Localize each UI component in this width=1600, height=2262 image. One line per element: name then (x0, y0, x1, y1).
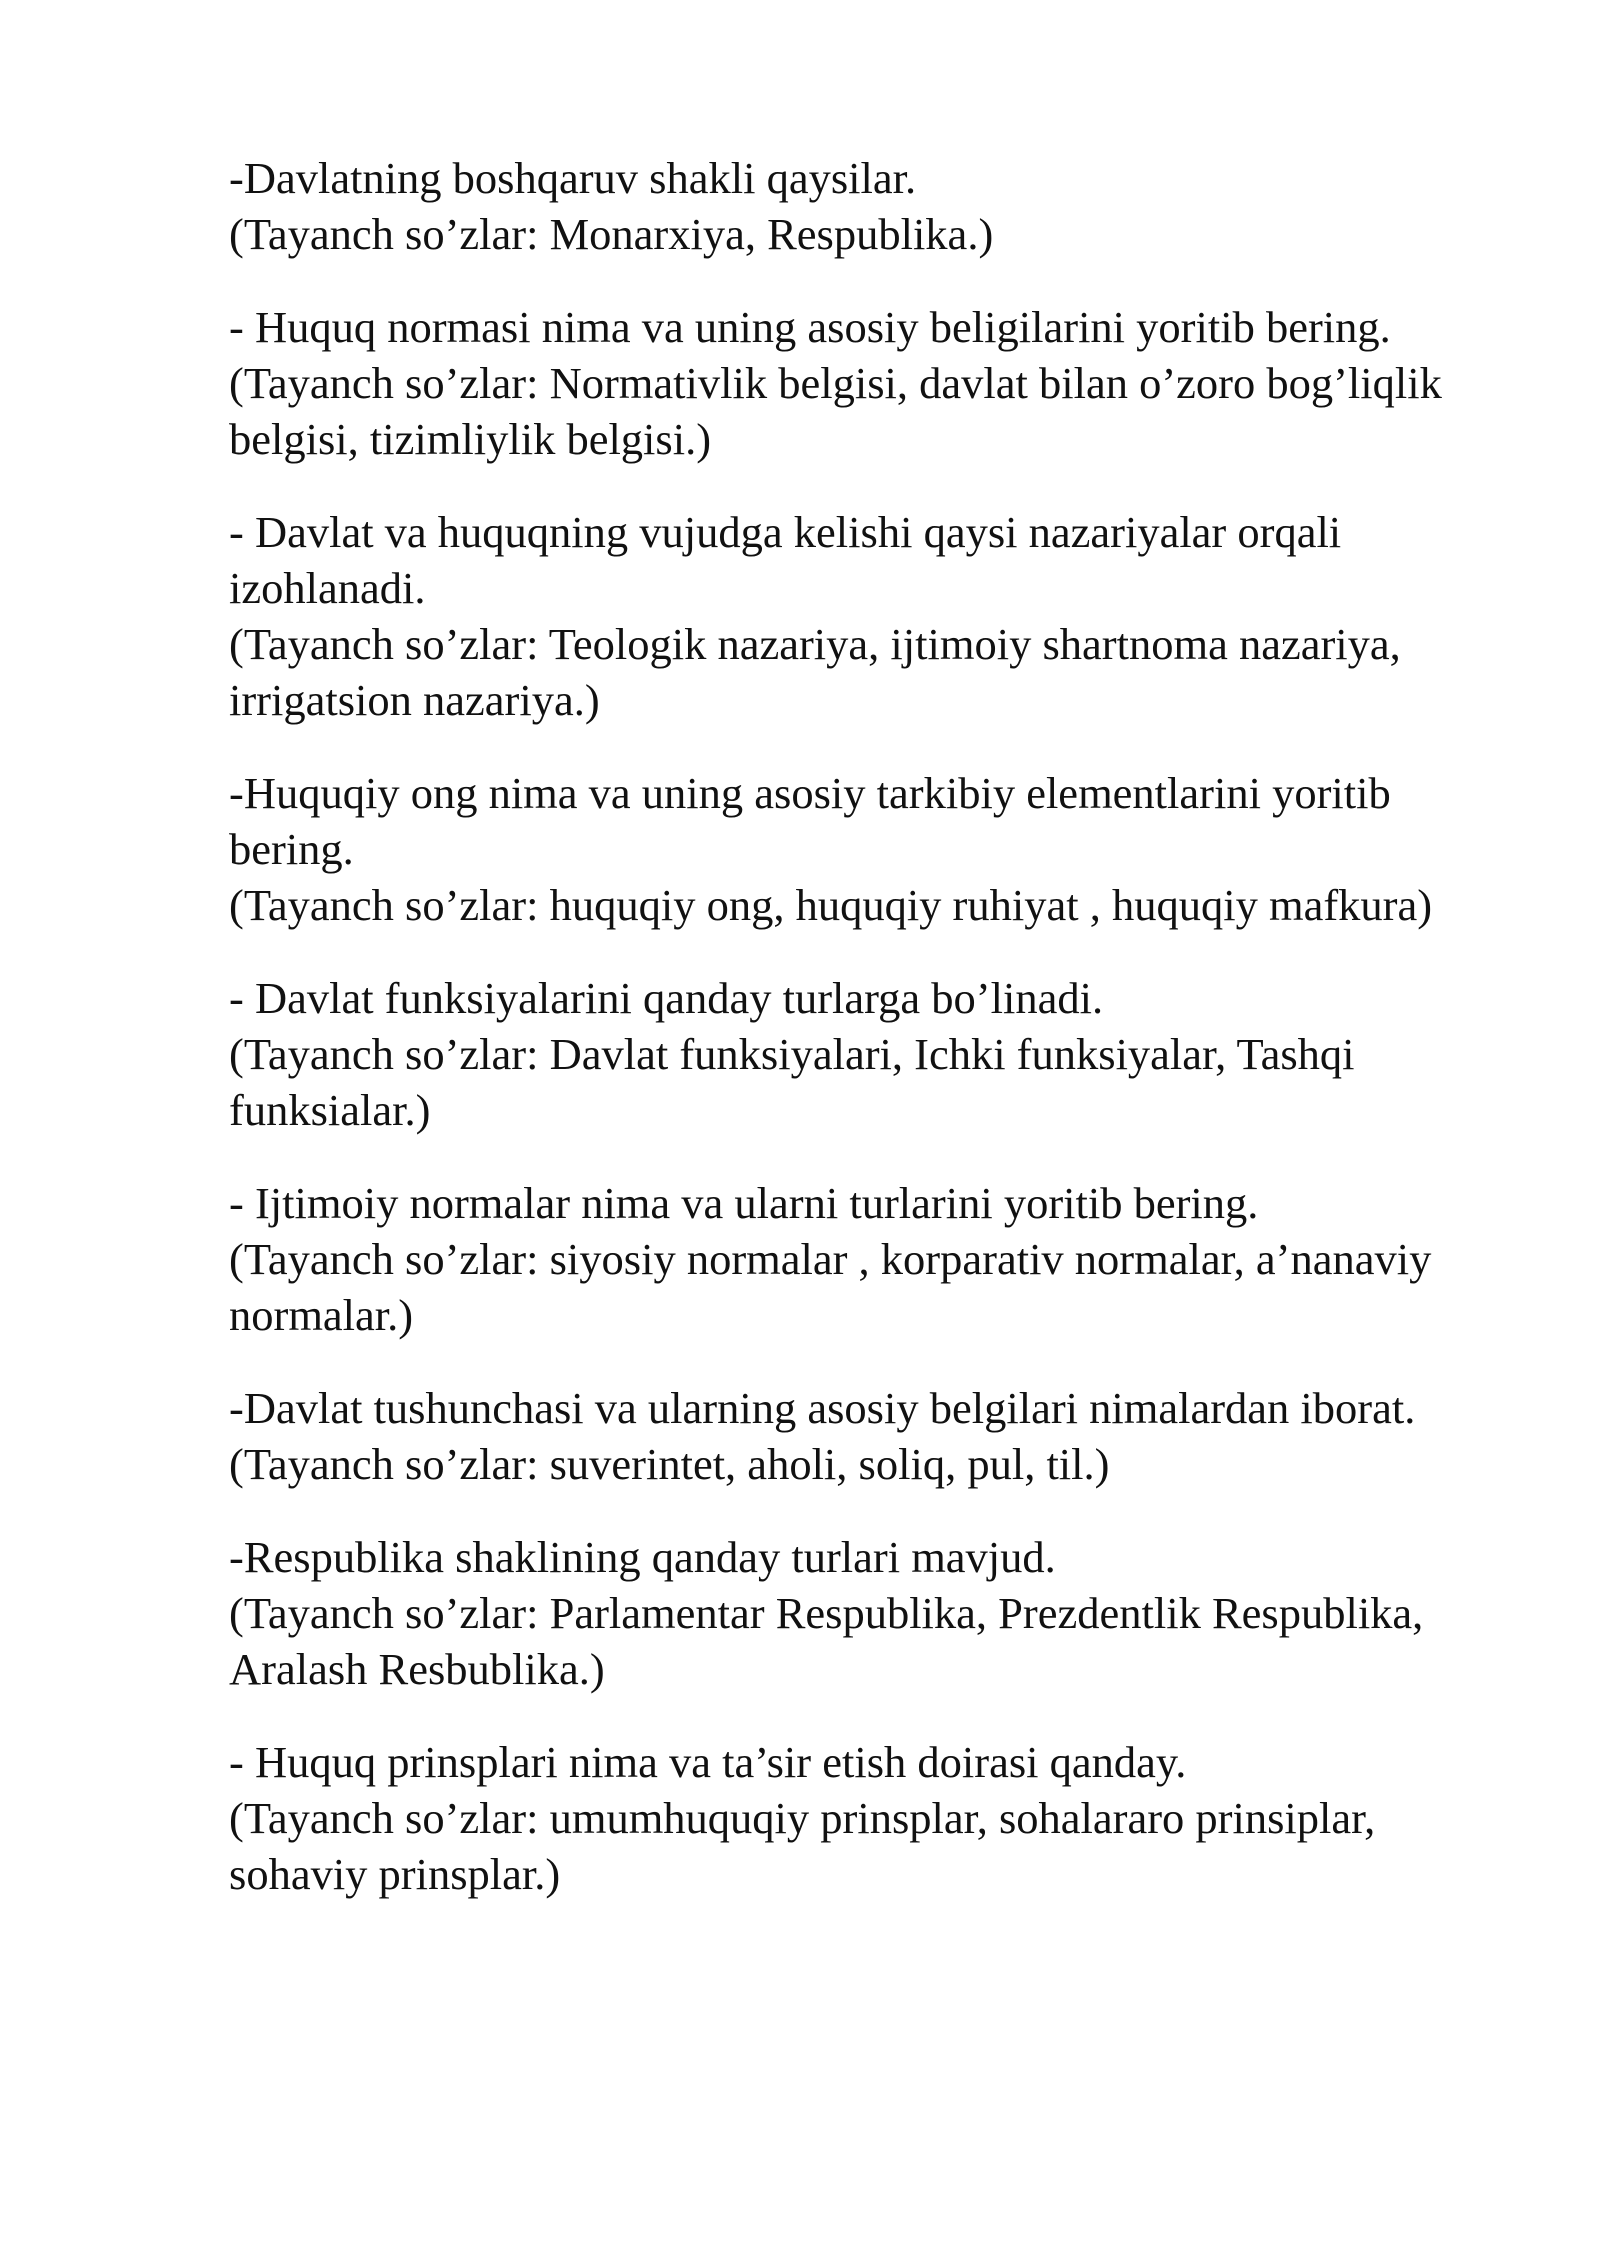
question-item (229, 504, 1519, 728)
question-text: - Ijtimoiy normalar nima va ularni turlarini yoritib bering. (229, 1178, 1259, 1228)
keywords-text: (Tayanch so’zlar: Teologik nazariya, ijtimoiy shartnoma nazariya, irrigatsion nazariya.) (229, 619, 1412, 725)
question-item (229, 299, 1519, 467)
keywords-text: (Tayanch so’zlar: Davlat funksiyalari, Ichki funksiyalar, Tashqi funksialar.) (229, 1029, 1366, 1135)
keywords-text: (Tayanch so’zlar: Parlamentar Respublika, Prezdentlik Respublika, Aralash Resbublika.) (229, 1588, 1432, 1694)
keywords-text: (Tayanch so’zlar: Normativlik belgisi, davlat bilan o’zoro bog’liqlik belgisi, tizimliylik belgisi.) (229, 358, 1454, 464)
question-item (229, 970, 1519, 1138)
keywords-text: (Tayanch so’zlar: huquqiy ong, huquqiy ruhiyat , huquqiy mafkura) (229, 880, 1433, 930)
question-text: - Huquq prinsplari nima va ta’sir etish doirasi qanday. (229, 1737, 1187, 1787)
question-text: - Huquq normasi nima va uning asosiy beligilarini yoritib bering. (229, 302, 1391, 352)
question-list (229, 150, 1519, 1939)
question-item (229, 1734, 1519, 1902)
question-item (229, 1529, 1519, 1697)
question-text: -Davlatning boshqaruv shakli qaysilar. (229, 153, 917, 203)
question-text: - Davlat funksiyalarini qanday turlarga bo’linadi. (229, 973, 1104, 1023)
question-item (229, 1175, 1519, 1343)
question-text: -Huquqiy ong nima va uning asosiy tarkibiy elementlarini yoritib bering. (229, 768, 1402, 874)
keywords-text: (Tayanch so’zlar: umumhuquqiy prinsplar, sohalararo prinsiplar, sohaviy prinsplar.) (229, 1793, 1387, 1899)
keywords-text: (Tayanch so’zlar: siyosiy normalar , korparativ normalar, a’nanaviy normalar.) (229, 1234, 1443, 1340)
question-text: - Davlat va huquqning vujudga kelishi qaysi nazariyalar orqali izohlanadi. (229, 507, 1353, 613)
question-item (229, 150, 1519, 262)
question-text: -Respublika shaklining qanday turlari mavjud. (229, 1532, 1056, 1582)
question-item (229, 1380, 1519, 1492)
question-text: -Davlat tushunchasi va ularning asosiy belgilari nimalardan iborat. (229, 1383, 1416, 1433)
question-item (229, 765, 1519, 933)
keywords-text: (Tayanch so’zlar: Monarxiya, Respublika.) (229, 209, 994, 259)
keywords-text: (Tayanch so’zlar: suverintet, aholi, soliq, pul, til.) (229, 1439, 1110, 1489)
